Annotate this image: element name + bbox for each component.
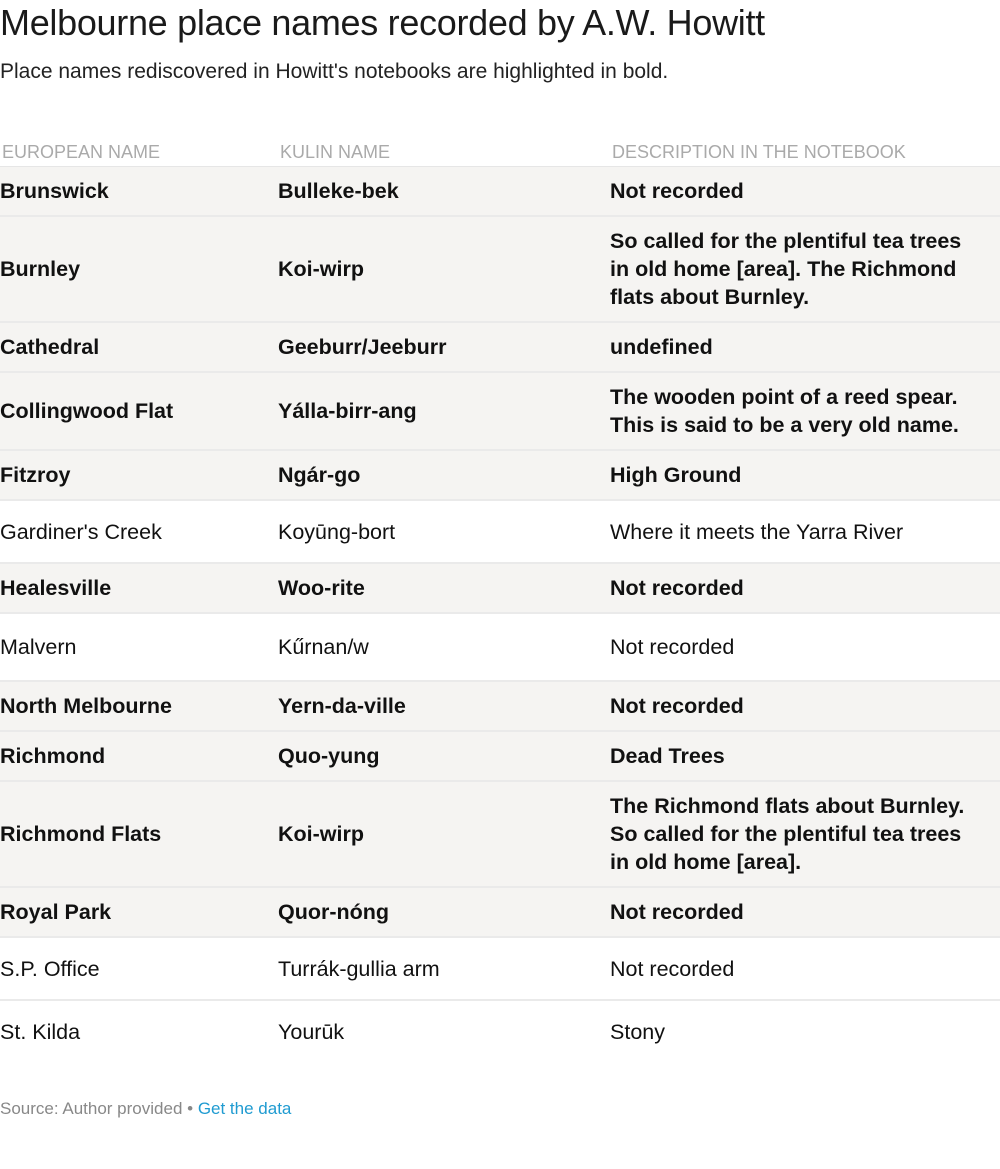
european-name-cell: Cathedral — [0, 322, 278, 372]
table-row — [0, 937, 1000, 1000]
description-cell: High Ground — [610, 450, 1000, 500]
european-name-cell: Richmond — [0, 731, 278, 781]
european-name-cell: Richmond Flats — [0, 781, 278, 887]
page-title: Melbourne place names recorded by A.W. Howitt — [0, 2, 765, 43]
description-cell: Stony — [610, 1019, 665, 1044]
place-names-table — [0, 138, 1000, 1062]
description-cell: Not recorded — [610, 681, 1000, 731]
description-cell: Dead Trees — [610, 731, 1000, 781]
kulin-name-cell: Quo-yung — [278, 731, 610, 781]
table-row — [0, 781, 1000, 887]
header-description: DESCRIPTION IN THE NOTEBOOK — [610, 138, 1000, 167]
european-name-cell: Brunswick — [0, 167, 278, 217]
source-text: Source: Author provided — [0, 1099, 183, 1118]
table-row — [0, 322, 1000, 372]
header-european-name: EUROPEAN NAME — [0, 138, 278, 167]
kulin-name-cell: Turrák-gullia arm — [278, 937, 610, 1000]
kulin-name-cell: Koi-wirp — [278, 216, 610, 322]
description-cell: Not recorded — [610, 887, 1000, 937]
european-name-cell: Royal Park — [0, 887, 278, 937]
description-cell: The Richmond flats about Burnley. So called for the plentiful tea trees in old home [area]. — [610, 781, 1000, 887]
kulin-name-cell: Yálla-birr-ang — [278, 372, 610, 450]
description-cell: Where it meets the Yarra River — [610, 500, 1000, 563]
table-row — [0, 450, 1000, 500]
table-row — [0, 563, 1000, 613]
european-name-cell: St. Kilda — [0, 1019, 81, 1044]
subtitle: Place names rediscovered in Howitt's notebooks are highlighted in bold. — [0, 60, 669, 83]
separator: • — [182, 1099, 198, 1118]
kulin-name-cell: Ngár-go — [278, 450, 610, 500]
table-row — [0, 500, 1000, 563]
table-row — [0, 1000, 1000, 1062]
kulin-name-cell: Quor-nóng — [278, 887, 610, 937]
european-name-cell: Fitzroy — [0, 450, 278, 500]
table-row — [0, 372, 1000, 450]
kulin-name-cell: Geeburr/Jeeburr — [278, 322, 610, 372]
european-name-cell: North Melbourne — [0, 681, 278, 731]
table-row — [0, 681, 1000, 731]
footer — [0, 1099, 291, 1119]
description-cell: undefined — [610, 322, 1000, 372]
description-cell: Not recorded — [610, 563, 1000, 613]
table-row — [0, 613, 1000, 681]
table-row — [0, 167, 1000, 217]
european-name-cell: Gardiner's Creek — [0, 500, 278, 563]
description-cell: Not recorded — [610, 167, 1000, 217]
kulin-name-cell: Koyūng-bort — [278, 500, 610, 563]
table-header — [0, 138, 1000, 167]
table-row — [0, 887, 1000, 937]
european-name-cell: Malvern — [0, 613, 278, 681]
description-cell: The wooden point of a reed spear. This is said to be a very old name. — [610, 372, 1000, 450]
header-kulin-name: KULIN NAME — [278, 138, 610, 167]
kulin-name-cell: Yourūk — [278, 1019, 345, 1044]
table-row — [0, 216, 1000, 322]
european-name-cell: Collingwood Flat — [0, 372, 278, 450]
kulin-name-cell: Bulleke-bek — [278, 167, 610, 217]
kulin-name-cell: Woo-rite — [278, 563, 610, 613]
kulin-name-cell: Yern-da-ville — [278, 681, 610, 731]
european-name-cell: S.P. Office — [0, 937, 278, 1000]
table-row — [0, 731, 1000, 781]
kulin-name-cell: Kűrnan/w — [278, 613, 610, 681]
european-name-cell: Burnley — [0, 216, 278, 322]
kulin-name-cell: Koi-wirp — [278, 781, 610, 887]
get-the-data-link[interactable]: Get the data — [197, 1099, 292, 1118]
description-cell: Not recorded — [610, 613, 1000, 681]
description-cell: So called for the plentiful tea trees in old home [area]. The Richmond flats about Burnley. — [610, 216, 1000, 322]
description-cell: Not recorded — [610, 937, 1000, 1000]
european-name-cell: Healesville — [0, 563, 278, 613]
